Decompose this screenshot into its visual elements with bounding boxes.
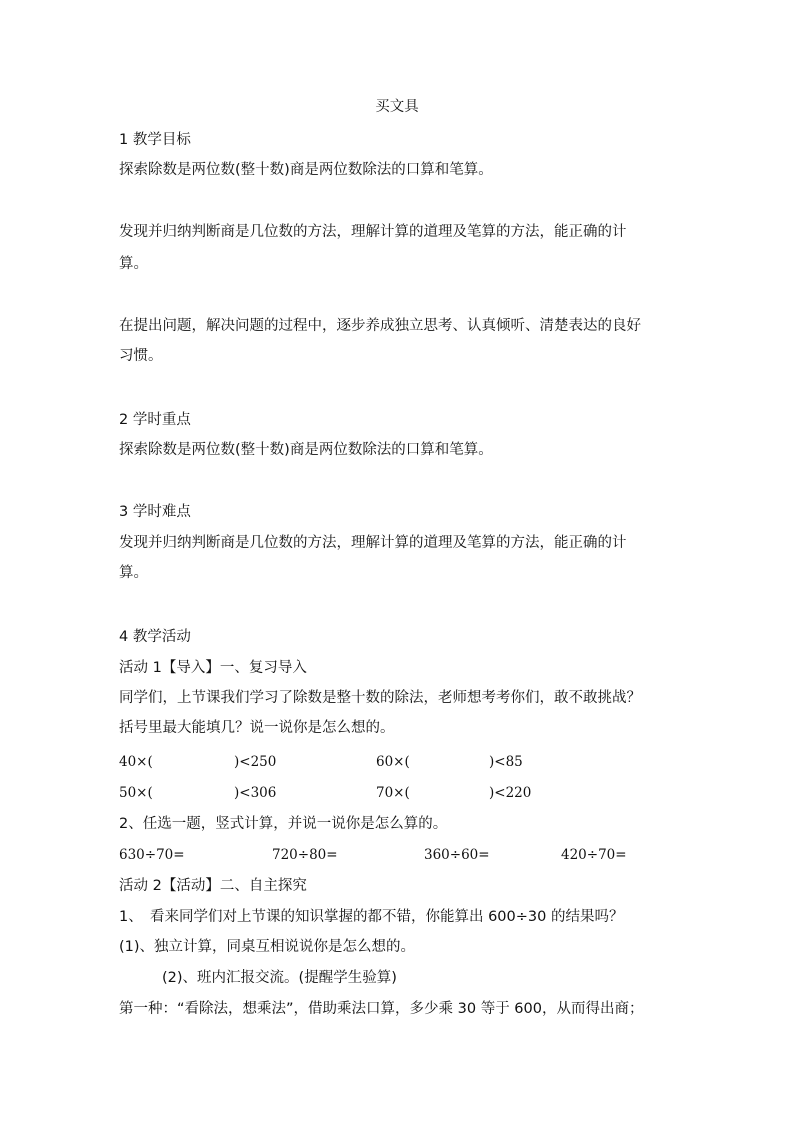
activity-1-heading: 活动 1【导入】一、复习导入 xyxy=(119,660,307,676)
calc-3: 360÷60= xyxy=(424,847,490,863)
calc-2: 720÷80= xyxy=(272,847,338,863)
step-1b-text: (2)、班内汇报交流。(提醒学生验算) xyxy=(162,970,397,986)
section-1-paragraph-2-line-1: 发现并归纳判断商是几位数的方法，理解计算的道理及笔算的方法，能正确的计 xyxy=(119,224,627,240)
step-1-text: 1、 看来同学们对上节课的知识掌握的都不错，你能算出 600÷30 的结果吗？ xyxy=(119,909,624,925)
section-1-paragraph-3-line-2: 习惯。 xyxy=(119,348,163,364)
task-2-text: 2、任选一题，竖式计算，并说一说你是怎么算的。 xyxy=(119,816,448,832)
inequality-3-right: )<306 xyxy=(234,785,277,801)
inequality-2-right: )<85 xyxy=(489,754,523,770)
document-title: 买文具 xyxy=(375,99,419,115)
section-4-heading: 4 教学活动 xyxy=(119,629,191,645)
inequality-4-right: )<220 xyxy=(489,785,532,801)
inequality-2-left: 60×( xyxy=(376,754,410,770)
step-1a-text: (1)、独立计算，同桌互相说说你是怎么想的。 xyxy=(119,939,416,955)
section-3-paragraph-line-2: 算。 xyxy=(119,565,148,581)
activity-2-heading: 活动 2【活动】二、自主探究 xyxy=(119,878,307,894)
inequality-1-left: 40×( xyxy=(119,754,153,770)
section-1-paragraph-2-line-2: 算。 xyxy=(119,256,148,272)
calc-1: 630÷70= xyxy=(119,847,185,863)
calc-4: 420÷70= xyxy=(561,847,627,863)
inequality-3-left: 50×( xyxy=(119,785,153,801)
section-3-heading: 3 学时难点 xyxy=(119,504,191,520)
section-1-paragraph-3-line-1: 在提出问题，解决问题的过程中，逐步养成独立思考、认真倾听、清楚表达的良好 xyxy=(119,318,641,334)
question-text: 括号里最大能填几？说一说你是怎么想的。 xyxy=(119,720,395,736)
section-1-heading: 1 教学目标 xyxy=(119,132,191,148)
intro-text: 同学们，上节课我们学习了除数是整十数的除法，老师想考考你们，敢不敢挑战？ xyxy=(119,690,641,706)
inequality-4-left: 70×( xyxy=(376,785,410,801)
section-3-paragraph-line-1: 发现并归纳判断商是几位数的方法，理解计算的道理及笔算的方法，能正确的计 xyxy=(119,535,627,551)
inequality-1-right: )<250 xyxy=(234,754,277,770)
step-1c-text: 第一种：“看除法，想乘法”，借助乘法口算，多少乘 30 等于 600，从而得出商； xyxy=(119,1001,644,1017)
section-2-heading: 2 学时重点 xyxy=(119,412,191,428)
section-1-paragraph-1: 探索除数是两位数(整十数)商是两位数除法的口算和笔算。 xyxy=(119,162,493,178)
section-2-paragraph: 探索除数是两位数(整十数)商是两位数除法的口算和笔算。 xyxy=(119,442,493,458)
